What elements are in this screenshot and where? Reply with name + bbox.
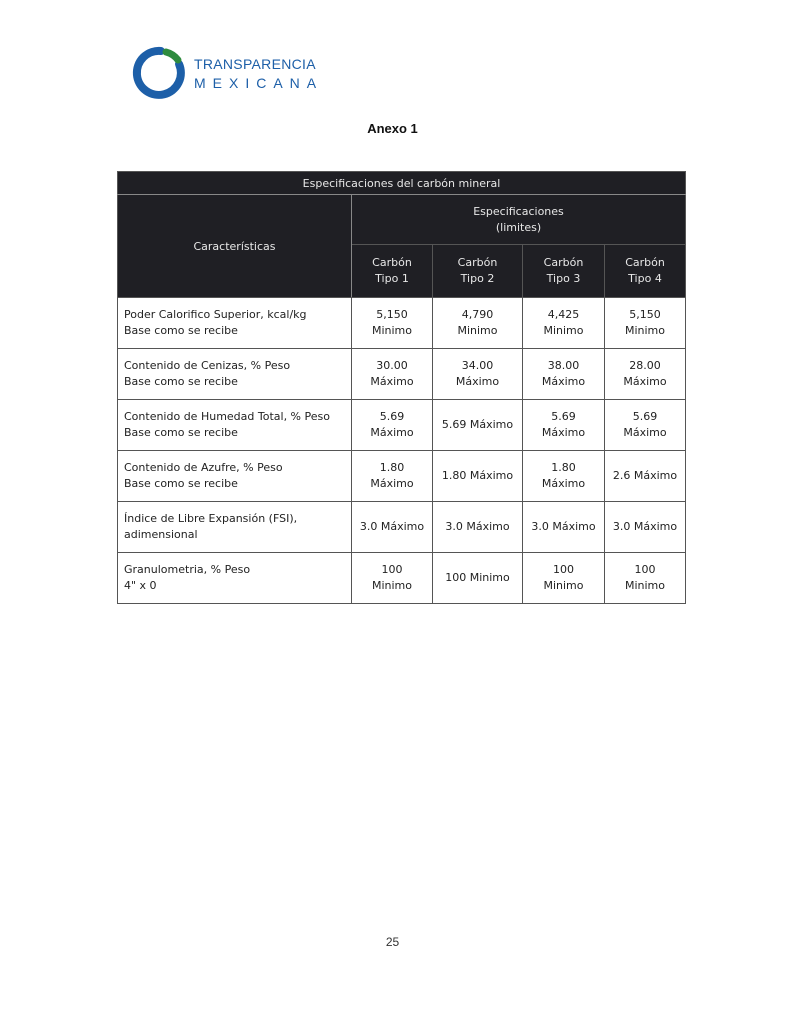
table-row (118, 400, 686, 451)
table-row (118, 349, 686, 400)
spec-value-cell: 100 Minimo (352, 553, 433, 604)
spec-value-cell: 100 Minimo (433, 553, 523, 604)
table-row (118, 451, 686, 502)
spec-value-cell: 3.0 Máximo (605, 502, 686, 553)
coal-type-header: Carbón Tipo 3 (523, 245, 605, 298)
spec-value-cell: 5.69 Máximo (523, 400, 605, 451)
logo-ring-icon (128, 44, 188, 100)
spec-value-cell: 3.0 Máximo (352, 502, 433, 553)
spec-value-cell: 3.0 Máximo (523, 502, 605, 553)
spec-value-cell: 28.00 Máximo (605, 349, 686, 400)
spec-value-cell: 100 Minimo (605, 553, 686, 604)
specifications-header: Especificaciones (limites) (352, 195, 686, 245)
spec-value-cell: 4,790 Minimo (433, 298, 523, 349)
spec-value-cell: 34.00 Máximo (433, 349, 523, 400)
spec-value-cell: 30.00 Máximo (352, 349, 433, 400)
characteristic-label: Poder Calorifico Superior, kcal/kg Base como se recibe (118, 298, 352, 349)
characteristics-header: Características (118, 195, 352, 298)
table-row (118, 298, 686, 349)
logo-text-line2: MEXICANA (194, 75, 324, 91)
spec-value-cell: 5.69 Máximo (433, 400, 523, 451)
spec-value-cell: 5.69 Máximo (352, 400, 433, 451)
logo-text-line1: TRANSPARENCIA (194, 56, 316, 72)
table-row (118, 553, 686, 604)
spec-value-cell: 3.0 Máximo (433, 502, 523, 553)
characteristic-label: Índice de Libre Expansión (FSI), adimensional (118, 502, 352, 553)
spec-value-cell: 100 Minimo (523, 553, 605, 604)
spec-value-cell: 4,425 Minimo (523, 298, 605, 349)
coal-specifications-table (117, 171, 686, 604)
transparencia-mexicana-logo (128, 44, 328, 100)
coal-type-header: Carbón Tipo 1 (352, 245, 433, 298)
spec-value-cell: 5,150 Minimo (605, 298, 686, 349)
characteristic-label: Contenido de Cenizas, % Peso Base como se recibe (118, 349, 352, 400)
page-number: 25 (385, 935, 400, 949)
spec-value-cell: 2.6 Máximo (605, 451, 686, 502)
characteristic-label: Contenido de Azufre, % Peso Base como se recibe (118, 451, 352, 502)
table-row (118, 502, 686, 553)
spec-value-cell: 5.69 Máximo (605, 400, 686, 451)
table-title: Especificaciones del carbón mineral (118, 172, 686, 195)
coal-type-header: Carbón Tipo 4 (605, 245, 686, 298)
spec-value-cell: 1.80 Máximo (523, 451, 605, 502)
spec-value-cell: 5,150 Minimo (352, 298, 433, 349)
spec-value-cell: 38.00 Máximo (523, 349, 605, 400)
spec-value-cell: 1.80 Máximo (433, 451, 523, 502)
annex-title: Anexo 1 (367, 121, 418, 136)
spec-value-cell: 1.80 Máximo (352, 451, 433, 502)
characteristic-label: Granulometria, % Peso 4" x 0 (118, 553, 352, 604)
characteristic-label: Contenido de Humedad Total, % Peso Base como se recibe (118, 400, 352, 451)
coal-type-header: Carbón Tipo 2 (433, 245, 523, 298)
